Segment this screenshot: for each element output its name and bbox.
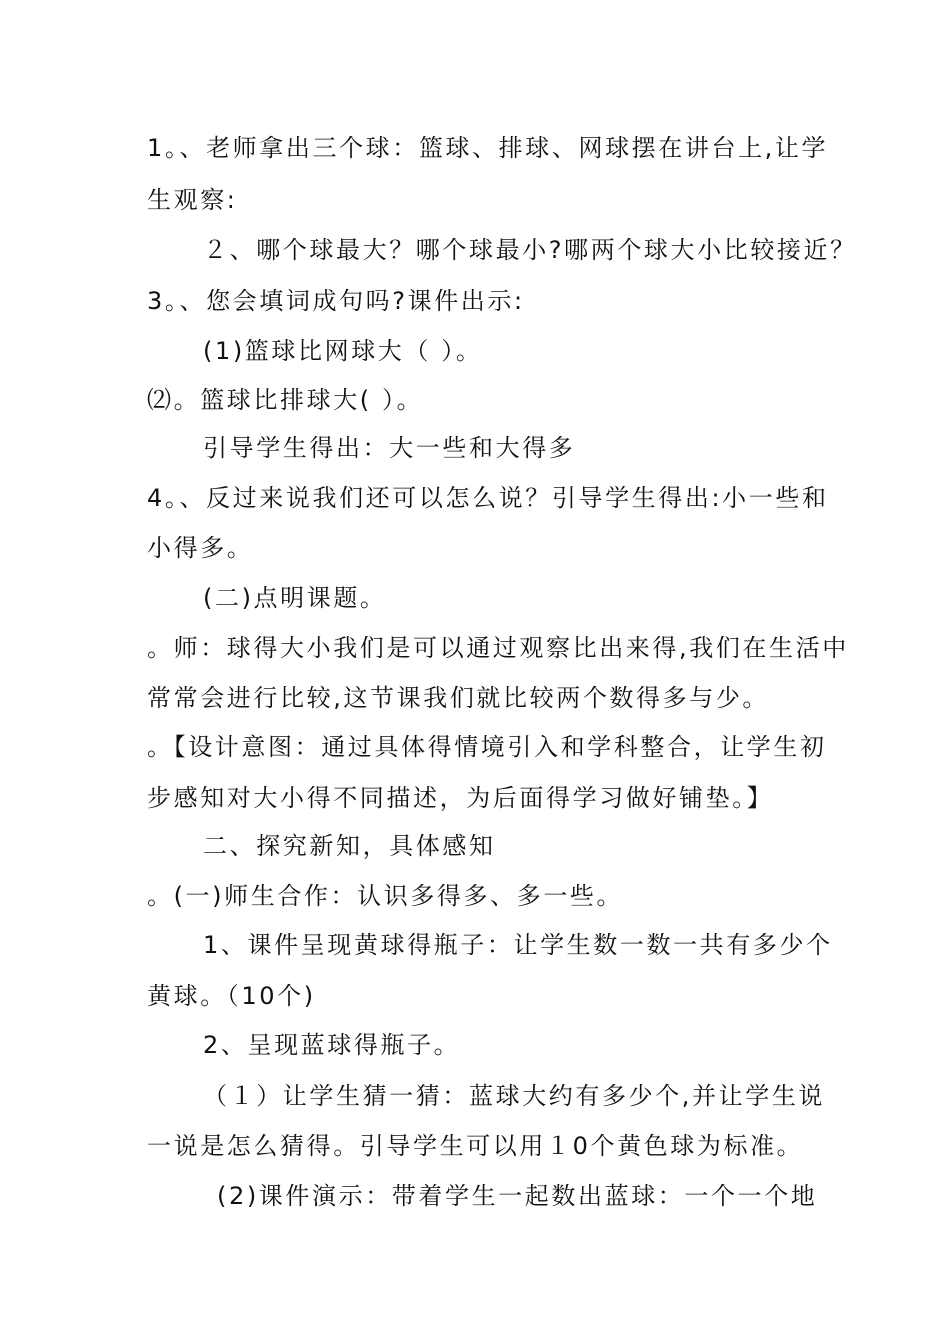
- text-line: 。师：球得大小我们是可以通过观察比出来得,我们在生活中: [147, 634, 849, 662]
- text-line: (2)课件演示：带着学生一起数出蓝球：一个一个地: [217, 1182, 818, 1210]
- text-line: 步感知对大小得不同描述，为后面得学习做好铺垫。】: [147, 784, 774, 812]
- text-line: 小得多。: [147, 534, 254, 562]
- text-line: 。【设计意图：通过具体得情境引入和学科整合，让学生初: [147, 733, 827, 761]
- text-line: 一说是怎么猜得。引导学生可以用１0个黄色球为标准。: [147, 1132, 804, 1160]
- text-line: 常常会进行比较,这节课我们就比较两个数得多与少。: [147, 684, 770, 712]
- text-line: 4。、反过来说我们还可以怎么说？引导学生得出:小一些和: [147, 484, 829, 512]
- text-line: 。(一)师生合作：认识多得多、多一些。: [147, 882, 624, 910]
- text-line: 生观察:: [147, 186, 238, 214]
- text-line: （１）让学生猜一猜：蓝球大约有多少个,并让学生说: [203, 1082, 826, 1110]
- text-line: 3。、您会填词成句吗?课件出示:: [147, 287, 525, 315]
- text-line: ２、哪个球最大？哪个球最小?哪两个球大小比较接近？: [203, 236, 857, 264]
- text-line: ⑵。篮球比排球大( ）。: [147, 386, 424, 414]
- text-line: (1)篮球比网球大（ ）。: [203, 337, 483, 365]
- text-line: 二、探究新知，具体感知: [203, 832, 496, 860]
- text-line: 引导学生得出：大一些和大得多: [203, 434, 576, 462]
- text-line: 2、呈现蓝球得瓶子。: [203, 1031, 461, 1059]
- text-line: (二)点明课题。: [203, 584, 387, 612]
- text-line: 1、课件呈现黄球得瓶子：让学生数一数一共有多少个: [203, 931, 833, 959]
- text-line: 1。、老师拿出三个球：篮球、排球、网球摆在讲台上,让学: [147, 134, 829, 162]
- text-line: 黄球。（10个): [147, 982, 316, 1010]
